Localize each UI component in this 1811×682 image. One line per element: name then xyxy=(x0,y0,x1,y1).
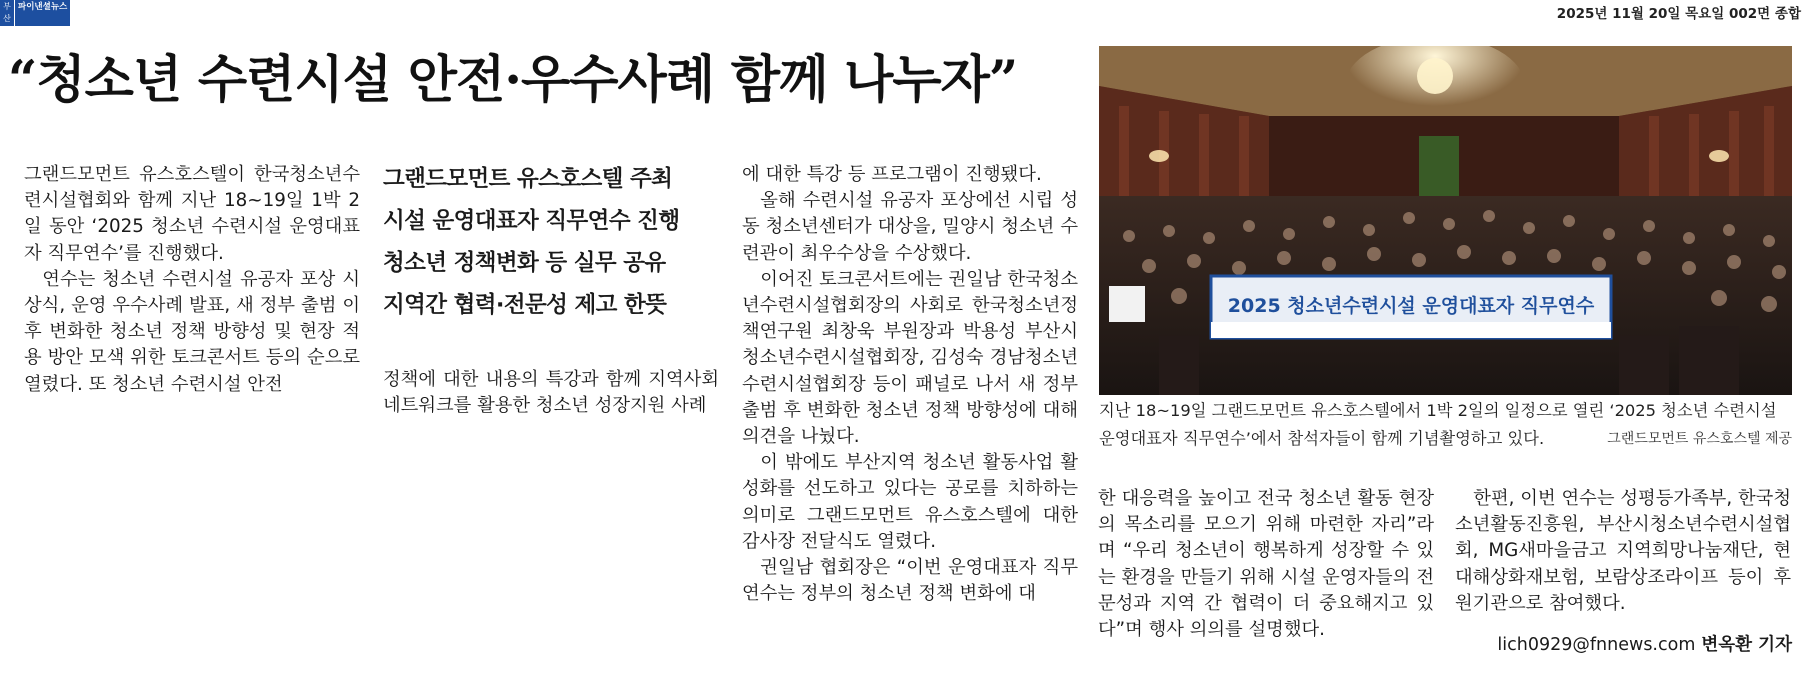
caption-text: 지난 18~19일 그랜드모먼트 유스호스텔에서 1박 2일의 일정으로 열린 ‘2025 청소년 수련시설 운영대표자 직무연수’에서 참석자들이 함께 기념촬영하고 있다. xyxy=(1099,401,1777,448)
article-column-2 xyxy=(383,367,719,419)
article-subheads xyxy=(383,158,723,326)
article-column-3 xyxy=(742,162,1078,607)
dateline: 2025년 11월 20일 목요일 002면 종합 xyxy=(1556,6,1801,22)
logo-name: 파이낸셜뉴스 xyxy=(15,0,70,26)
paragraph: 정책에 대한 내용의 특강과 함께 지역사회 네트워크를 활용한 청소년 성장지원 사례 xyxy=(383,369,719,417)
paragraph: 이 밖에도 부산지역 청소년 활동사업 활성화를 선도하고 있다는 공로를 치하하는 의미로 그랜드모먼트 유스호스텔에 대한 감사장 전달식도 열렸다. xyxy=(742,452,1078,552)
paragraph: 올해 수련시설 유공자 포상에선 시립 성동 청소년센터가 대상을, 밀양시 청소년 수련관이 최우수상을 수상했다. xyxy=(742,190,1078,264)
article-column-5 xyxy=(1455,486,1791,617)
paragraph: 이어진 토크콘서트에는 권일남 한국청소년수련시설협회장의 사회로 한국청소년정책연구원 최창욱 부원장과 박용성 부산시청소년수련시설협회장, 김성숙 경남청소년수련시설협회장 등이 패널로 나서 새 정부 출범 후 변화한 청소년 정책 방향성에 대해 의견을 나눴다. xyxy=(742,268,1078,448)
logo-region: 부산 xyxy=(0,0,14,26)
article-column-1 xyxy=(24,162,360,398)
subhead: 지역간 협력·전문성 제고 한뜻 xyxy=(383,292,667,318)
paragraph: 한 대응력을 높이고 전국 청소년 활동 현장의 목소리를 모으기 위해 마련한 자리”라며 “우리 청소년이 행복하게 성장할 수 있는 환경을 만들기 위해 시설 운영자들의 전문성과 지역 간 협력이 더 중요해지고 있다”며 행사 의의를 설명했다. xyxy=(1098,488,1434,641)
byline xyxy=(1497,631,1792,656)
paragraph: 그랜드모먼트 유스호스텔이 한국청소년수련시설협회와 함께 지난 18~19일 1박 2일 동안 ‘2025 청소년 수련시설 운영대표자 직무연수’를 진행했다. xyxy=(24,164,360,264)
paragraph: 한편, 이번 연수는 성평등가족부, 한국청소년활동진흥원, 부산시청소년수련시설협회, MG새마을금고 지역희망나눔재단, 현대해상화재보험, 보람상조라이프 등이 후원기관으로 참여했다. xyxy=(1455,488,1791,614)
byline-name: 변옥환 기자 xyxy=(1701,635,1792,655)
article-column-4 xyxy=(1098,486,1434,643)
newspaper-logo xyxy=(0,0,70,26)
award-sign-icon xyxy=(1109,286,1145,322)
paragraph: 권일남 협회장은 “이번 운영대표자 직무연수는 정부의 청소년 정책 변화에 대 xyxy=(742,557,1078,605)
paragraph: 에 대한 특강 등 프로그램이 진행됐다. xyxy=(742,164,1042,185)
event-photo xyxy=(1099,46,1792,395)
subhead: 그랜드모먼트 유스호스텔 주최 xyxy=(383,166,673,192)
byline-email: lich0929@fnnews.com xyxy=(1497,635,1696,655)
paragraph: 연수는 청소년 수련시설 유공자 포상 시상식, 운영 우수사례 발표, 새 정부 출범 이후 변화한 청소년 정책 방향성 및 현장 적용 방안 모색 위한 토크콘서트 등의 순으로 열렸다. 또 청소년 수련시설 안전 xyxy=(24,268,360,395)
banner-text: 2025 청소년수련시설 운영대표자 직무연수 xyxy=(1227,295,1595,317)
photo-caption xyxy=(1099,397,1792,453)
article-headline: “청소년 수련시설 안전·우수사례 함께 나누자” xyxy=(8,50,1018,110)
photo-credit: 그랜드모먼트 유스호스텔 제공 xyxy=(1607,431,1792,447)
subhead: 시설 운영대표자 직무연수 진행 xyxy=(383,208,680,234)
subhead: 청소년 정책변화 등 실무 공유 xyxy=(383,250,666,276)
